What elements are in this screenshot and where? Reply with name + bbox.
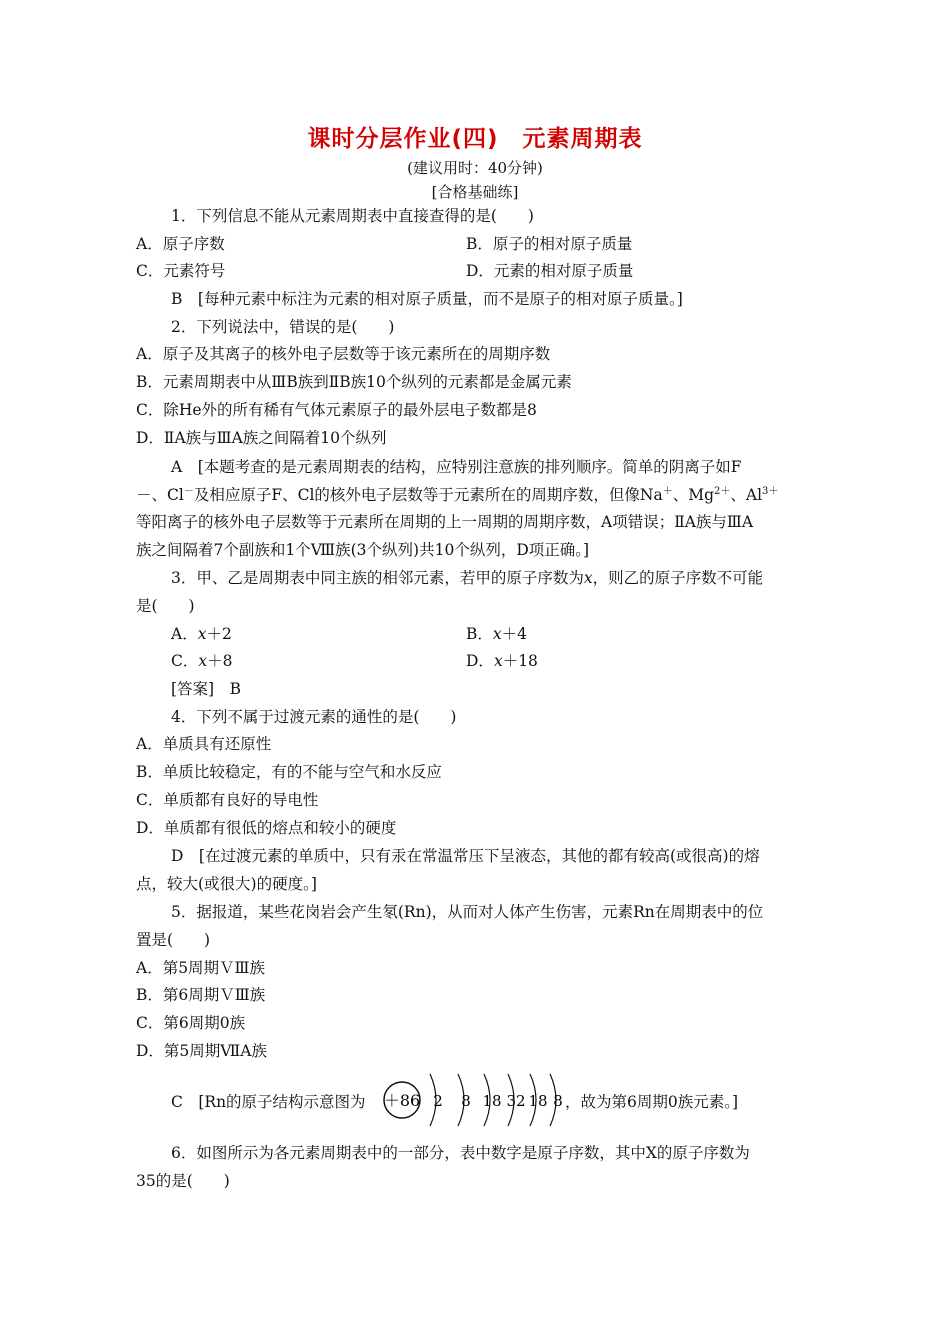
- page-title: 课时分层作业(四) 元素周期表: [307, 126, 643, 152]
- q4-option-c: C．单质都有良好的导电性: [136, 791, 319, 809]
- q3-option-c: C．x＋8: [171, 652, 233, 670]
- q4-answer-line1: D [在过渡元素的单质中，只有汞在常温常压下呈液态，其他的都有较高(或很高)的熔: [171, 847, 760, 865]
- electron-shell-count: 18: [482, 1092, 502, 1110]
- q4-option-d: D．单质都有很低的熔点和较小的硬度: [136, 819, 397, 837]
- q5-option-c: C．第6周期0族: [136, 1014, 246, 1032]
- q5-option-d: D．第5周期ⅦA族: [136, 1042, 267, 1060]
- q1-option-c: C．元素符号: [136, 262, 226, 280]
- q1-option-b: B．原子的相对原子质量: [466, 235, 633, 253]
- q2-stem: 2．下列说法中，错误的是( ): [171, 318, 395, 336]
- subtitle: (建议用时：40分钟): [407, 159, 543, 177]
- q1-stem: 1．下列信息不能从元素周期表中直接查得的是( ): [171, 207, 534, 225]
- q2-option-c: C．除He外的所有稀有气体元素原子的最外层电子数都是8: [136, 401, 537, 419]
- q5-answer-suffix: ，故为第6周期0族元素。]: [565, 1093, 739, 1111]
- q5-stem-line2: 置是( ): [136, 931, 211, 949]
- q2-answer-line2: －、Cl－及相应原子F、Cl的核外电子层数等于元素所在的周期序数，但像Na＋、$Mg^{2+}$、$Al^{3+}$: [136, 485, 779, 504]
- q4-option-a: A．单质具有还原性: [136, 735, 272, 753]
- q5-stem-line1: 5．据报道，某些花岗岩会产生氡(Rn)，从而对人体产生伤害，元素Rn在周期表中的位: [171, 903, 764, 921]
- q2-option-a: A．原子及其离子的核外电子层数等于该元素所在的周期序数: [136, 345, 551, 363]
- q3-option-b: B．x＋4: [466, 625, 528, 643]
- q3-stem-line1: 3．甲、乙是周期表中同主族的相邻元素，若甲的原子序数为x，则乙的原子序数不可能: [171, 569, 764, 587]
- electron-shell-count: 18: [528, 1092, 548, 1110]
- electron-shell-count: 8: [461, 1092, 471, 1110]
- q5-option-a: A．第5周期ＶⅢ族: [136, 959, 266, 977]
- q5-answer-prefix: C [Rn的原子结构示意图为: [171, 1093, 366, 1111]
- q2-answer-line1: A [本题考查的是元素周期表的结构，应特别注意族的排列顺序。简单的阴离子如F: [171, 458, 742, 476]
- q6-stem-line2: 35的是( ): [136, 1172, 230, 1190]
- q2-option-d: D．ⅡA族与ⅢA族之间隔着10个纵列: [136, 429, 387, 447]
- electron-shell-count: 2: [433, 1092, 443, 1110]
- q3-stem-line2: 是( ): [136, 597, 195, 615]
- q4-stem: 4．下列不属于过渡元素的通性的是( ): [171, 708, 457, 726]
- section-heading: [合格基础练]: [431, 183, 519, 201]
- q2-answer-line3: 等阳离子的核外电子层数等于元素所在周期的上一周期的周期序数，A项错误；ⅡA族与ⅢA: [136, 513, 754, 531]
- nucleus-charge: ＋86: [383, 1091, 421, 1110]
- q1-option-a: A．原子序数: [136, 235, 225, 253]
- q5-option-b: B．第6周期ＶⅢ族: [136, 986, 266, 1004]
- rn-atomic-structure-diagram: [380, 1070, 570, 1130]
- q1-answer: B [每种元素中标注为元素的相对原子质量，而不是原子的相对原子质量。]: [171, 290, 683, 308]
- q2-answer-line4: 族之间隔着7个副族和1个Ⅷ族(3个纵列)共10个纵列，D项正确。]: [136, 541, 590, 559]
- q2-option-b: B．元素周期表中从ⅢB族到ⅡB族10个纵列的元素都是金属元素: [136, 373, 572, 391]
- q1-option-d: D．元素的相对原子质量: [466, 262, 634, 280]
- electron-shell-count: 8: [553, 1092, 563, 1110]
- q3-answer: [答案] B: [171, 680, 241, 698]
- q3-option-d: D．x＋18: [466, 652, 538, 670]
- q3-option-a: A．x＋2: [171, 625, 232, 643]
- q6-stem-line1: 6．如图所示为各元素周期表中的一部分，表中数字是原子序数，其中X的原子序数为: [171, 1144, 750, 1162]
- q4-option-b: B．单质比较稳定，有的不能与空气和水反应: [136, 763, 442, 781]
- q4-answer-line2: 点，较大(或很大)的硬度。]: [136, 875, 317, 893]
- electron-shell-count: 32: [506, 1092, 526, 1110]
